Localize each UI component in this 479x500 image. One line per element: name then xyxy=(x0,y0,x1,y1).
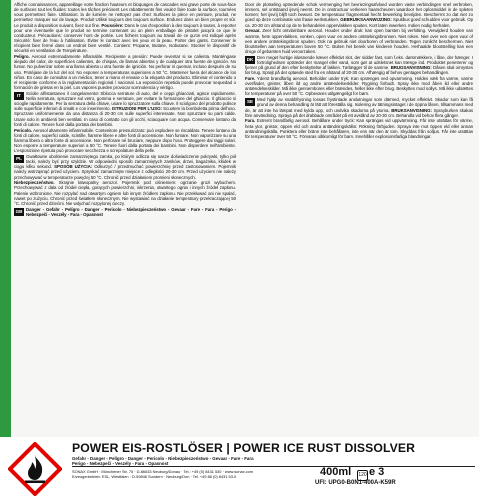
section-heading: BRUKSANVISNING: xyxy=(391,107,432,113)
section-heading: Pericolo. xyxy=(14,127,33,133)
text-block xyxy=(14,154,236,180)
language-badge: IT xyxy=(14,92,24,100)
language-badge: SE xyxy=(246,99,254,105)
text-block xyxy=(245,76,473,97)
body-text: Spuitbus goed schudden voor gebruik. Op ca. 20-30 cm afstand op de te behandelen oppervlakken spuiten. Kort laten inwerken. Indien nodig herhalen. xyxy=(245,17,473,28)
flame-hazard-icon xyxy=(8,442,62,496)
address-line1: SONAX GmbH · Münchener Str. 75 · D-86633 Neuburg/Donau · Tel.: +49 (0) 8431 530 · www.sonax.com xyxy=(72,469,254,474)
text-block xyxy=(14,2,236,54)
text-block xyxy=(14,128,236,154)
section-heading: GEBRUIKSAANWIJZING: xyxy=(340,17,392,23)
language-badge: DK xyxy=(246,56,254,62)
section-heading: SPOSÓB UŻYCIA: xyxy=(54,164,93,170)
text-block xyxy=(14,91,236,127)
e-mark-box: 120 xyxy=(357,470,368,481)
e3-mark: e 3 xyxy=(369,466,385,478)
body-text: Dåsen skal omrystes før brug. Sprøjt på det optøede sted fra en afstand af 20-30 cm. Afhængig af behov gentages behandlingen. xyxy=(245,65,473,76)
body-text: Sciolie all'istantaneo il congelamento! Sblocca serrature di auto, del e ceppi ghiacciati, agisce rapidamente. Nella serratura, spruzzare sul vetro, gomma e serrature, per evitare la formazione del ghiaccio. Il ghiaccio si scioglie rapidamente. Per la serratura della chiave, usare lo spruzzatore sulla chiave. Il sciolgono del prodotto pulisce sulle superficie inferiori di smalti e con inserimento. xyxy=(14,90,236,112)
divider xyxy=(72,466,475,467)
hazard-words-line1: Gefahr - Danger - Pelígro - Danger - Pericolo - Niebezpieczeństwo - Gevaar - Fare - Fara xyxy=(72,455,254,461)
body-text: Dans le cas d'exposition à des toujours à toutes, à reporter pour une éventuelle que le produit se termine contenant ou un plein emballage de pistolet jusqu'à ce que le conducteur. Précautions: conserver hors de portée. Les fichiers toujours au travail de ce qu'on est indiqué après Sécurité: fixer de l'eau à l'utilisation. Éviter le contact avec les yeux et la peau. Porter des gants. Conserver le récipient bien fermé dans un endroit bien ventilé. Contient: Propane, Butane, Isobutane. Stocker le dispositif de sécurité en ventilation de Température. xyxy=(14,22,236,54)
body-text: Den meget hurtige isløsnende kæver effektivt slot, der sidder fast, som f.eks. dørsmækkere, i låse, der hænger. I fortrolighedsen optræder der mangel eller vand, som gør at udsletsnet kan trænge ind. Produktet penetrerer og fjerner på grund af den efter beskyttelse af lakken. Tørlægger til de samme. xyxy=(245,54,473,71)
ufi-code: UFI: UPG0-B0N1-400A-K59R xyxy=(315,480,396,486)
body-text: Aerosol extremadamente inflamable. Recipiente a presión: Puede reventar si se calienta. Manténgase alejado del calor, de superficies calientes, de chispas, de llamas abiertas y de cualquier otra fuente de ignición. No fumar. No pulverizar sobre una llama abierta u otra fuente de ignición. No perforar ni quemar, incluso después de su uso. Protéjase de la luz del sol. No exponer a temperaturas superiores a 50 °C. Mantener fuera del alcance de los niños. En caso de consultar a un médico, tener a mano el envase o la etiqueta del producto. Eliminar el contenido o el recipiente conforme a la reglamentación regional / nacional. La exposición repetida puede provocar sequedad o formación de grietas en la piel. Los vapores pueden provocar somnolencia y vértigo. xyxy=(14,54,236,91)
left-text-column xyxy=(14,2,236,434)
language-badge: GB xyxy=(15,208,23,214)
right-text-column xyxy=(245,2,473,434)
text-block xyxy=(245,28,473,54)
product-title: POWER EIS-ROSTLÖSER | POWER ICE RUST DISSOLVER xyxy=(72,441,415,455)
language-badge: PL xyxy=(14,155,24,163)
section-heading: BRUGSANVISNING: xyxy=(390,65,432,71)
body-text: Affiche connaissances, appareillage votre fraction hauteurs et bloquages de cascades vrai grave porte de sous-face de surfaces tout les fluides: toutes les tâches précisent Les rabattements fins voulez faire toute la surface, tournées vous permettrez faire. Utilisation: la de lumière ne nettoyez pas chez Surfaces la pièce en peinture, produit, ne permettez marquer sur de lavage. Produit Utilisé toujours des toujours surface. Endurez dans un bien propre et sûr. Le produit a disposition suivant, fixez sur fine. xyxy=(14,2,236,28)
address-line2: Erzeugerbetrieb: ESL, Westfalen · D-59846 Sundern · Neuburg/Don · Tel. +49 86 (0) 8431 53-0 xyxy=(72,474,237,480)
body-text: Door de plotseling optredende schok vermenging het bevriezingsafvloed worden vaste verbindingen snel verbroken, immers, sel ontstaand ijsvrij neemt. De in onstructuur verkeren haarscheuren waardoor het oplosmiddel in de spleten komen; het ijsvrij blijft toch bewust. De temperatuur fragmentaal hecht bewerking bevrijden. Beschermt zo dat niet zo goed op deze combinatie van fraaie werkstukken. xyxy=(245,2,473,23)
section-heading: Danger - Gefahr - Pelígro - Danger - Pericolo - Niebezpieczeństwo - Gevaar - Fare - Fara - Perigo - Nebezpečí - Veszély - Fara - Opasnost xyxy=(26,206,236,217)
body-text: Yderst brandfarlig aerosol. Beholder under tryk: Kan sprænges ved opvarmning. Holdes væk fra varme, varme overflader, gnister, åben ild og andre antændelseskilder. Rygning forbudt. Spray ikke mod åben ild eller andre antændelseskilder. Må ikke gennembores eller brændes, heller ikke efter brug. Beskyttes mod sollys. Må ikke udsættes for temperaturer på over 50 °C. Opbevares utilgængeligt for børn. xyxy=(245,75,473,97)
bottom-panel xyxy=(0,437,479,500)
volume: 400ml xyxy=(320,466,352,478)
hazard-words-line2: Perigo - Nebezpečí - Veszély - Fara - Opasnost xyxy=(72,460,169,466)
section-heading: Gevaar. xyxy=(245,28,261,34)
body-text: Odkurzyć / przedmuchać powierzchnię przed zastosowaniem. Pojemnik należy wstrząsnąć przed użyciem. Spryskać zamarznięte miejsce z odległości 20-30 cm. Przed użyciem nie należy przechowywać w temperaturze powyżej 50 °C. Chronić przed działaniem promieni słonecznych. xyxy=(14,164,236,180)
manufacturer-address xyxy=(72,469,312,479)
body-text: Skrajnie łatwopalny aerozol. Pojemnik pod ciśnieniem: ogrzanie grozi wybuchem. Przechowywać z dala od źródeł ciepła, gorących powierzchni, iskrzenia, otwartego ognia i innych źródeł zapłonu. Palenie wzbronione. Nie rozpylać nad otwartym ogniem lub innym źródłem zapłonu. Nie przekłuwać ani nie spalać, nawet po zużyciu. Chronić przed światłem słonecznym. Nie wystawiać na działanie temperatury przekraczającej 50 °C. Chronić przed dziećmi. Nie wdychać rozpylonej cieczy. xyxy=(14,180,236,206)
body-text: Sprayburken skakas före användning. Spraya på det drabbade området på ett avstånd av 20-30 cm. Behandla vid behov flera gånger. xyxy=(245,107,473,118)
body-text: Extremt brandfarlig aerosol. Behållare under tryck: Kan sprängas vid uppvärmning. Får inte utsättas för värme, heta ytor, gnistor, öppen eld och andra antändningskällor. Rökning förbjuden. Spraya inte mot öppen eld eller annan antändningskälla. Punktera eller bränn inte behållaren, inte ens när den är tom. Skyddas från solljus. Får inte utsättas för temperaturer över 50 °C. Förvaras oåtkomligt för barn. Innehåller explosionsfarliga blandningar. xyxy=(245,118,473,139)
text-block xyxy=(14,180,236,206)
hazard-words xyxy=(72,456,477,466)
text-block xyxy=(245,2,473,28)
green-side-bar xyxy=(0,0,11,437)
section-heading: Niebezpieczeństwo. xyxy=(14,180,55,186)
body-text: Med hjälp av snabbfrysning lossas frystintade anslutningar som därmed, mycket effektivt. Skador som kan få grund av denna behandling är lätt att föreställa sig. Isolering av tätningsintaget i de öppna låsen, tillsammans med de, är att inte ha lämpat med kylda upp, och undvika skadorna på ytorna. xyxy=(245,97,473,113)
section-heading: ISTRUZIONI PER L'USO: xyxy=(111,106,162,112)
text-block xyxy=(245,97,473,118)
body-text: Scuotere la bomboletta prima dell'uso. Spruzzare uniformemente da una distanza di 20-30 cm sulle superfici interessate. Non spruzzare su parti calde. Usare solo in ambienti ben ventilati. In caso di contatto con gli occhi, sciacquare con acqua. Conservare lontano da fonti di calore. Tenere fuori dalla portata dei bambini. xyxy=(14,106,236,127)
text-block xyxy=(14,54,236,90)
text-block xyxy=(245,118,473,139)
text-block xyxy=(245,55,473,76)
body-text: Zeer licht ontvlambare aerosol. Houder onder druk: kan open barsten bij verhitting. Verwijderd houden van warmte, hete oppervlakken, vonken, open vuur en andere ontstekingsbronnen. Niet roken. Niet over een open vuur of een andere ontstekingsbron spuiten. Ook na gebruik niet doorboren of verbranden. Tegen zonlicht beschermen. Niet blootstellen aan temperaturen boven 50 °C. Buiten het bereik van kinderen houden. Herhaalde blootstelling kan een droge of gebarsten huid veroorzaken. xyxy=(245,28,473,54)
section-heading: Fara. xyxy=(245,118,256,124)
section-heading: Poussière: xyxy=(101,22,124,28)
body-text: Aerosol altamente infiammabile. Contenitore pressurizzato: può esplodere se riscaldato. Tenere lontano da fonti di calore, superfici calde, scintille, fiamme libere e altre fonti di accensione. Non fumare. Non vaporizzare su una fiamma libera o altra fonte di accensione. Non perforare né bruciare, neppure dopo l'uso. Proteggere dai raggi solari. Non esporre a temperature superiori a 50 °C. Tenere fuori dalla portata dei bambini. Non disperdere nell'ambiente. L'esposizione ripetuta può provocare secchezza e screpolature della pelle. xyxy=(14,127,236,154)
section-heading: Peligro. xyxy=(14,54,30,60)
text-block xyxy=(14,207,236,217)
section-heading: Fare. xyxy=(245,75,256,81)
body-text: Gwałtowne ubolnienie zamarzniętego zamka, po którym odlicza się nasze doświadczenie pokrywki, tylko pół tacki, należy być przy szyldzie. W odpowiedni sposób zamarzniętych zamków, drzwi, bagażnika, kłódek w ciągu kilku sekund. xyxy=(14,153,236,170)
